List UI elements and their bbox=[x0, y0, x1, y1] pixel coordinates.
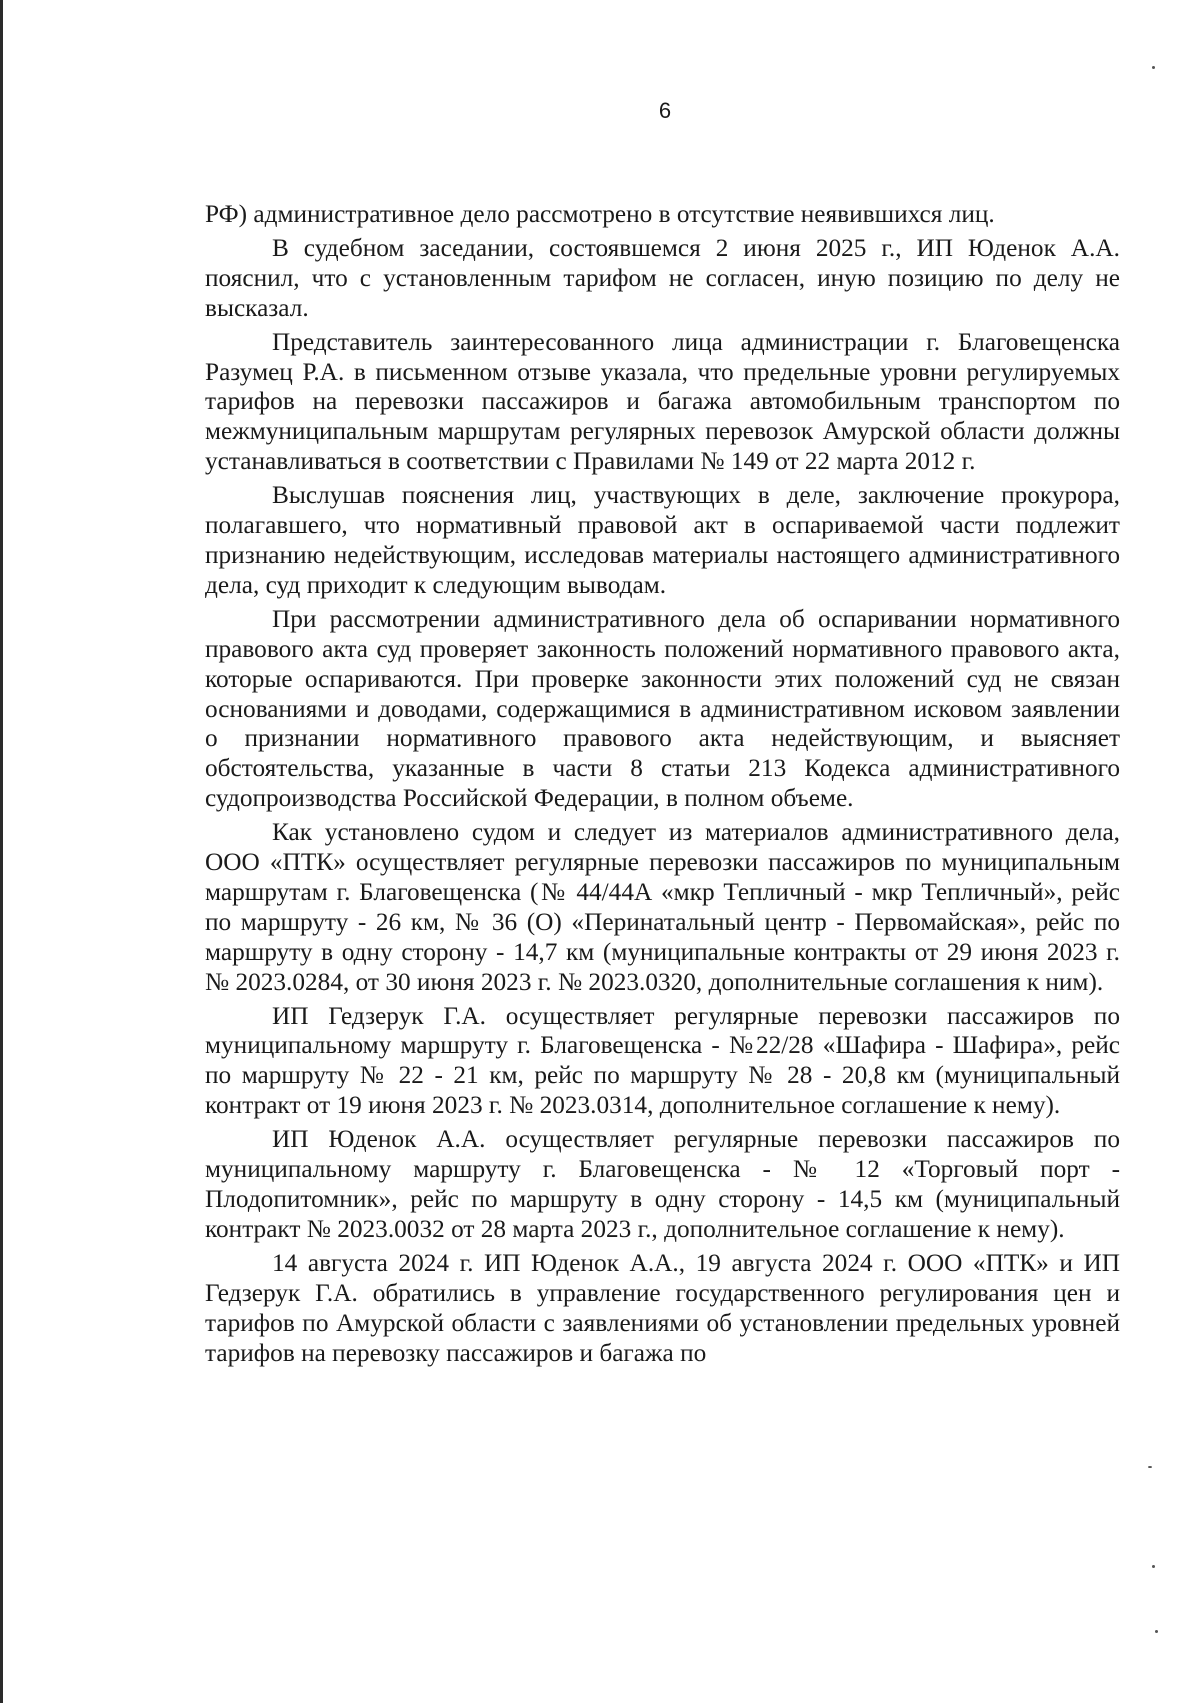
paragraph: Представитель заинтересованного лица администрации г. Благовещенска Разумец Р.А. в письменном отзыве указала, что предельные уровни регулируемых тарифов на перевозки пассажиров и багажа автомобильным транспортом по межмуниципальным маршрутам регулярных перевозок Амурской области должны устанавливаться в соответствии с Правилами № 149 от 22 марта 2012 г. bbox=[205, 327, 1120, 476]
paragraph: ИП Гедзерук Г.А. осуществляет регулярные перевозки пассажиров по муниципальному маршруту г. Благовещенска - №22/28 «Шафира - Шафира», рейс по маршруту № 22 - 21 км, рейс по маршруту № 28 - 20,8 км (муниципальный контракт от 19 июня 2023 г. № 2023.0314, дополнительное соглашение к нему). bbox=[205, 1001, 1120, 1120]
scan-edge bbox=[0, 0, 3, 1703]
paragraph: В судебном заседании, состоявшемся 2 июня 2025 г., ИП Юденок А.А. пояснил, что с установленным тарифом не согласен, иную позицию по делу не высказал. bbox=[205, 233, 1120, 322]
page-number: 6 bbox=[658, 98, 672, 123]
document-body bbox=[205, 200, 1120, 1372]
scan-speck bbox=[1148, 1466, 1152, 1468]
paragraph: 14 августа 2024 г. ИП Юденок А.А., 19 августа 2024 г. ООО «ПТК» и ИП Гедзерук Г.А. обратились в управление государственного регулирования цен и тарифов по Амурской области с заявлениями об установлении предельных уровней тарифов на перевозку пассажиров и багажа по bbox=[205, 1248, 1120, 1367]
scan-speck bbox=[1152, 1565, 1155, 1568]
scan-speck bbox=[1152, 66, 1155, 69]
paragraph: РФ) административное дело рассмотрено в отсутствие неявившихся лиц. bbox=[205, 200, 995, 228]
paragraph: Как установлено судом и следует из материалов административного дела, ООО «ПТК» осуществляет регулярные перевозки пассажиров по муниципальным маршрутам г. Благовещенска (№ 44/44А «мкр Тепличный - мкр Тепличный», рейс по маршруту - 26 км, № 36 (О) «Перинатальный центр - Первомайская», рейс по маршруту в одну сторону - 14,7 км (муниципальные контракты от 29 июня 2023 г. № 2023.0284, от 30 июня 2023 г. № 2023.0320, дополнительные соглашения к ним). bbox=[205, 818, 1120, 996]
paragraph: При рассмотрении административного дела об оспаривании нормативного правового акта суд проверяет законность положений нормативного правового акта, которые оспариваются. При проверке законности этих положений суд не связан основаниями и доводами, содержащимися в административном исковом заявлении о признании нормативного правового акта недействующим, и выясняет обстоятельства, указанные в части 8 статьи 213 Кодекса административного судопроизводства Российской Федерации, в полном объеме. bbox=[205, 604, 1120, 813]
scan-speck bbox=[1155, 1630, 1158, 1633]
paragraph: ИП Юденок А.А. осуществляет регулярные перевозки пассажиров по муниципальному маршруту г. Благовещенска - № 12 «Торговый порт - Плодопитомник», рейс по маршруту в одну сторону - 14,5 км (муниципальный контракт № 2023.0032 от 28 марта 2023 г., дополнительное соглашение к нему). bbox=[205, 1125, 1120, 1243]
paragraph: Выслушав пояснения лиц, участвующих в деле, заключение прокурора, полагавшего, что нормативный правовой акт в оспариваемой части подлежит признанию недействующим, исследовав материалы настоящего административного дела, суд приходит к следующим выводам. bbox=[205, 481, 1120, 599]
